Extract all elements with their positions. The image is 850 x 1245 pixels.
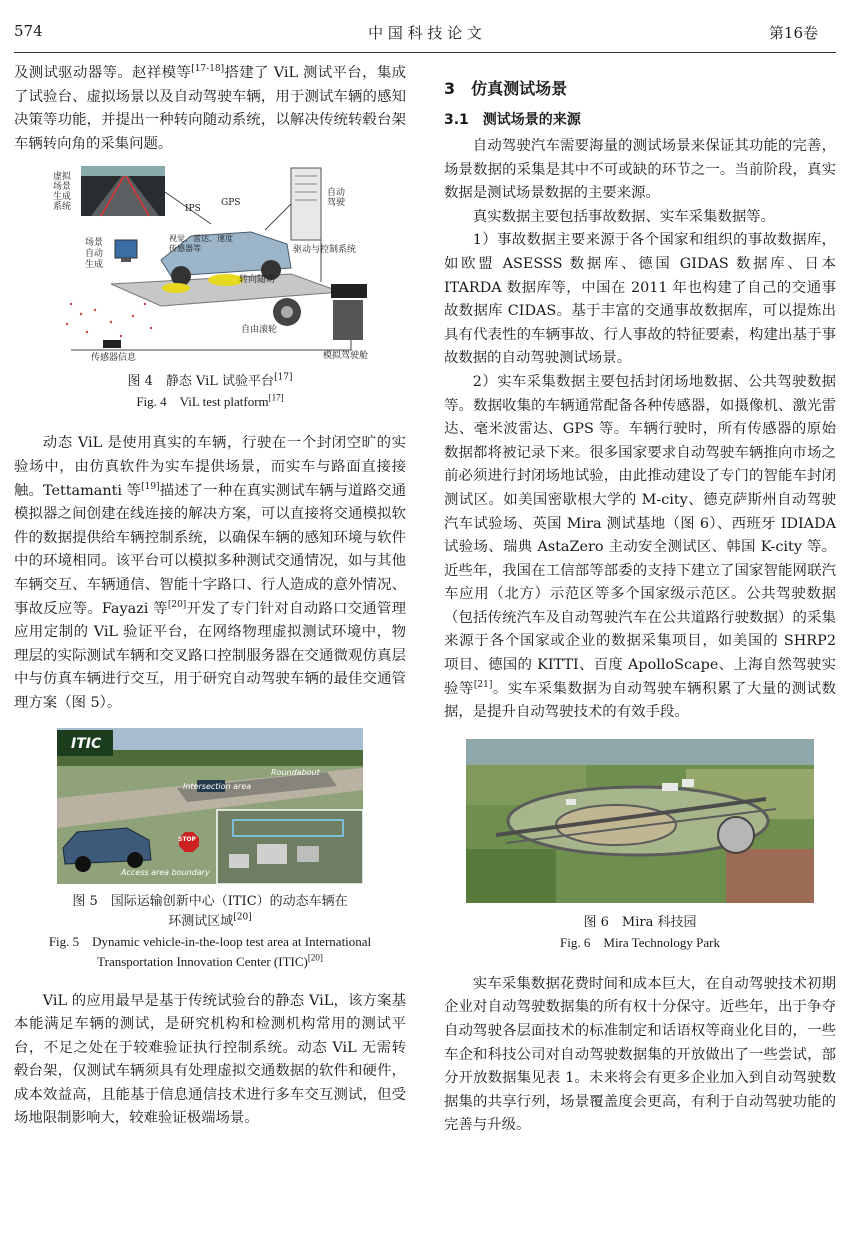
- fig4-label-sim-cab: 模拟驾驶舱: [323, 351, 369, 362]
- figure-4-caption-en: Fig. 4 ViL test platform[17]: [136, 393, 284, 410]
- right-paragraph-4: 2）实车采集数据主要包括封闭场地数据、公共驾驶数据等。数据收集的车辆通常配备各种传感器，如摄像机、激光雷达、毫米波雷达、GPS 等。车辆行驶时，所有传感器的原始数据都将被记录下来。很多国家要求自动驾驶车辆推向市场之前必须进行封闭场地试验，由此推动建设了专门的智能车封闭测试区。如美国密歇根大学的 M-city、德克萨斯州自动驾驶汽车试验场、英国 Mira 测试基地（图 6）、西班牙 IDIADA 试验场、瑞典 AstaZero 主动安全测试区、韩国 K-city 等。近些年，我国在工信部等部委的支持下建立了国家智能网联汽车应用（北方）示范区等多个国家级示范区。公共驾驶数据（包括传统汽车及自动驾驶汽车在公共道路行驶数据）的采集来源于各个国家或企业的数据采集项目，如美国的 SHRP2 项目、德国的 KITTI、百度 ApolloScape、上海自然驾驶实验等[21]。实车采集数据为自动驾驶车辆积累了大量的测试数据，是提升自动驾驶技术的有效手段。: [444, 373, 836, 721]
- figure-5-caption-cn-1: 图 5 国际运输创新中心（ITIC）的动态车辆在: [72, 893, 348, 909]
- volume-label: 第16卷: [768, 24, 818, 42]
- fig5-label-roundabout: Roundabout: [271, 767, 320, 777]
- fig4-label-sensors: 视觉、雷达、速度传感器等: [169, 234, 233, 254]
- subsection-title: 3.1 测试场景的来源: [444, 112, 581, 128]
- fig4-label-radar: 传感器信息: [91, 353, 137, 364]
- figure-6-image: [466, 739, 814, 903]
- left-column: [14, 62, 406, 1131]
- fig5-stop-sign: STOP: [178, 835, 196, 843]
- fig4-label-steer: 转向随动: [239, 275, 276, 286]
- figure-6-caption-en: Fig. 6 Mira Technology Park: [560, 934, 720, 950]
- figure-5-caption-en-1: Fig. 5 Dynamic vehicle-in-the-loop test area at International: [48, 933, 372, 949]
- right-paragraph-2: 真实数据主要包括事故数据、实车采集数据等。: [472, 208, 776, 225]
- right-paragraph-1: 自动驾驶汽车需要海量的测试场景来保证其功能的完善，场景数据的采集是其中不可或缺的环节之一。当前阶段，真实数据是测试场景数据的主要来源。: [444, 138, 836, 202]
- right-paragraph-3: 1）事故数据主要来源于各个国家和组织的事故数据库，如欧盟 ASESSS 数据库、德国 GIDAS 数据库、日本 ITARDA 数据库等，中国在 2011 年也构建了自己的交通事故数据库 CIDAS。基于丰富的交通事故数据库，可以提炼出具有代表性的车辆事故、行人事故的特征要素，构建出基于事故数据的自动驾驶测试场景。: [444, 232, 836, 367]
- page-number: 574: [14, 22, 43, 40]
- section-title: 3 仿真测试场景: [444, 79, 568, 98]
- left-paragraph-1: 及测试驱动器等。赵祥模等[17-18]搭建了 ViL 测试平台，集成了试验台、虚拟场景以及自动驾驶车辆，用于测试车辆的感知决策等功能，并提出一种转向随动系统，以解决传统转毂台架车辆转向角的采集问题。: [14, 64, 406, 152]
- figure-6-caption-cn: 图 6 Mira 科技园: [583, 914, 697, 930]
- fig4-label-ctrl: 驱动与控制系统: [293, 245, 357, 256]
- figure-4-image: [51, 164, 369, 364]
- header-rule: [14, 52, 836, 53]
- right-paragraph-5: 实车采集数据花费时间和成本巨大，在自动驾驶技术初期企业对自动驾驶数据集的所有权十分保守。近些年，出于争夺自动驾驶各层面技术的标准制定和话语权等商业化目的，一些车企和科技公司对自动驾驶数据集的开放做出了一些尝试，部分开放数据集见表 1。未来将会有更多企业加入到自动驾驶数据集的共享行列，场景覆盖度会更高，有利于自动驾驶功能的完善与升级。: [444, 975, 836, 1134]
- figure-4-caption-cn: 图 4 静态 ViL 试验平台[17]: [127, 373, 293, 390]
- journal-name: 中 国 科 技 论 文: [368, 24, 482, 42]
- fig4-label-scene-pc: 场景自动生成: [85, 238, 104, 271]
- left-paragraph-2: 动态 ViL 是使用真实的车辆，行驶在一个封闭空旷的实验场中，由仿真软件为实车提供场景，而实车与路面直接接触。Tettamanti 等[19]描述了一种在真实测试车辆与道路交通模拟器之间创建在线连接的解决方案，可以直接将交通模拟软件的数据提供给车辆控制系统，以确保车辆的感知环境与软件中的环境相同。该平台可以模拟多种测试交通情况，如与其他车辆交互、车辆通信、智能十字路口、行人造成的意外情况、事故反应等。Fayazi 等[20]开发了专门针对自动路口交通管理应用定制的 ViL 验证平台，在网络物理虚拟测试环境中，物理层的实际测试车辆和交叉路口控制服务器在交通微观仿真层中与仿真车辆进行交互，用于研究自动驾驶车辆的最佳交通管理方案（图 5）。: [14, 435, 406, 711]
- fig4-label-gps: GPS: [221, 198, 241, 209]
- figure-5-image: [57, 728, 363, 884]
- fig5-label-access: Access area boundary: [121, 867, 210, 877]
- right-column: [444, 62, 836, 1138]
- fig5-label-intersection: Intersection area: [183, 781, 252, 791]
- left-paragraph-3: ViL 的应用最早是基于传统试验台的静态 ViL，该方案基本能满足车辆的测试，是研究机构和检测机构常用的测试平台，不足之处在于较难验证执行控制系统。动态 ViL 无需转毂台架，仅测试车辆须具有处理虚拟交通数据的软件和硬件，成本效益高，且能基于信息通信技术进行多车交互测试，但受场地限制影响大，较难验证极端场景。: [14, 992, 406, 1127]
- fig5-logo: ITIC: [71, 735, 102, 752]
- fig4-label-wheel: 自由滚轮: [241, 325, 278, 336]
- figure-5-caption-cn-2: 环测试区域[20]: [168, 912, 252, 929]
- figure-5-caption-en-2: Transportation Innovation Center (ITIC)[20]: [97, 952, 323, 969]
- fig4-label-ips: IPS: [185, 204, 201, 215]
- fig4-label-scene-sys: 虚拟场景生成系统: [53, 172, 72, 213]
- fig4-label-cabinet: 自动驾驶: [327, 188, 346, 209]
